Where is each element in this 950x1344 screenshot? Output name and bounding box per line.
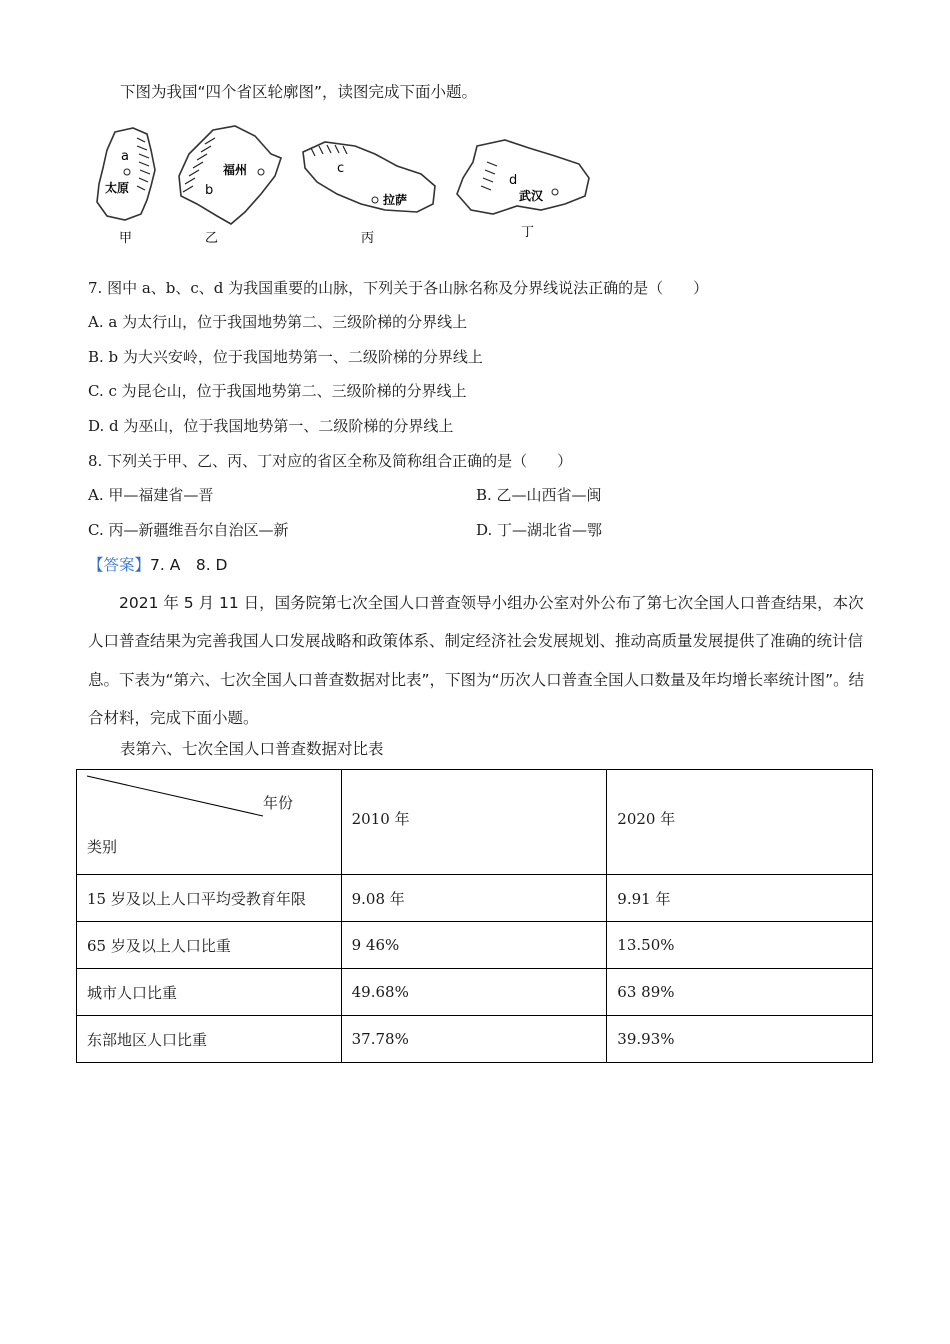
q7-option-b: B. b 为大兴安岭，位于我国地势第一、二级阶梯的分界线上	[88, 348, 483, 366]
q8-option-b: B. 乙—山西省—闽	[476, 486, 602, 504]
map-bing-label: 丙	[361, 231, 375, 246]
header-2020: 2020 年	[607, 770, 873, 875]
map-bing	[303, 142, 435, 246]
q8-stem: 8. 下列关于甲、乙、丙、丁对应的省区全称及简称组合正确的是（ ）	[88, 452, 573, 470]
cell-2020: 39.93%	[607, 1016, 873, 1063]
table-caption: 表第六、七次全国人口普查数据对比表	[120, 740, 384, 758]
cell-2010: 9 46%	[341, 922, 607, 969]
map-bing-point: c	[337, 161, 345, 176]
map-ding-city: 武汉	[519, 189, 544, 203]
q7-option-c: C. c 为昆仑山，位于我国地势第二、三级阶梯的分界线上	[88, 382, 467, 400]
q7-option-d: D. d 为巫山，位于我国地势第一、二级阶梯的分界线上	[88, 417, 454, 435]
map-ding-label: 丁	[521, 225, 535, 240]
map-jia	[97, 128, 155, 246]
corner-year-label: 年份	[263, 794, 294, 812]
row-label: 65 岁及以上人口比重	[77, 922, 342, 969]
table-corner-cell	[77, 770, 342, 875]
cell-2020: 9.91 年	[607, 875, 873, 922]
header-2010: 2010 年	[341, 770, 607, 875]
q8-option-d: D. 丁—湖北省—鄂	[476, 521, 603, 539]
row-label: 城市人口比重	[77, 969, 342, 1016]
map-yi-point: b	[205, 183, 214, 198]
q7-option-a: A. a 为太行山，位于我国地势第二、三级阶梯的分界线上	[88, 313, 468, 331]
census-comparison-table	[76, 769, 873, 1063]
cell-2020: 63 89%	[607, 969, 873, 1016]
map-yi-city: 福州	[223, 163, 248, 177]
table-row	[77, 1016, 873, 1063]
cell-2010: 37.78%	[341, 1016, 607, 1063]
row-label: 东部地区人口比重	[77, 1016, 342, 1063]
map-ding	[457, 140, 589, 240]
table-row	[77, 875, 873, 922]
table-row	[77, 969, 873, 1016]
q8-option-a: A. 甲—福建省—晋	[88, 486, 214, 504]
answer-tag: 【答案】	[88, 556, 151, 574]
cell-2010: 9.08 年	[341, 875, 607, 922]
map-jia-city: 太原	[105, 181, 130, 195]
cell-2020: 13.50%	[607, 922, 873, 969]
q8-option-c: C. 丙—新疆维吾尔自治区—新	[88, 521, 289, 539]
map-ding-point: d	[509, 173, 518, 188]
map-jia-label: 甲	[119, 231, 133, 246]
corner-category-label: 类别	[87, 838, 118, 856]
cell-2010: 49.68%	[341, 969, 607, 1016]
map-jia-point: a	[121, 149, 129, 164]
material-paragraph: 2021 年 5 月 11 日，国务院第七次全国人口普查领导小组办公室对外公布了第七次全国人口普查结果，本次人口普查结果为完善我国人口发展战略和政策体系、制定经济社会发展规划、推动高质量发展提供了准确的统计信息。下表为“第六、七次全国人口普查数据对比表”，下图为“历次人口普查全国人口数量及年均增长率统计图”。结合材料，完成下面小题。	[88, 594, 865, 727]
intro-text: 下图为我国“四个省区轮廓图”，读图完成下面小题。	[120, 83, 478, 101]
map-yi	[179, 126, 281, 246]
province-outline-maps	[85, 120, 605, 250]
table-row	[77, 922, 873, 969]
map-yi-label: 乙	[205, 231, 219, 246]
row-label: 15 岁及以上人口平均受教育年限	[77, 875, 342, 922]
map-bing-city: 拉萨	[383, 193, 408, 207]
answer-text: 7. A 8. D	[150, 556, 228, 574]
answer-line	[88, 553, 228, 575]
table-header-row	[77, 770, 873, 875]
q7-stem: 7. 图中 a、b、c、d 为我国重要的山脉，下列关于各山脉名称及分界线说法正确的是（ ）	[88, 279, 709, 297]
